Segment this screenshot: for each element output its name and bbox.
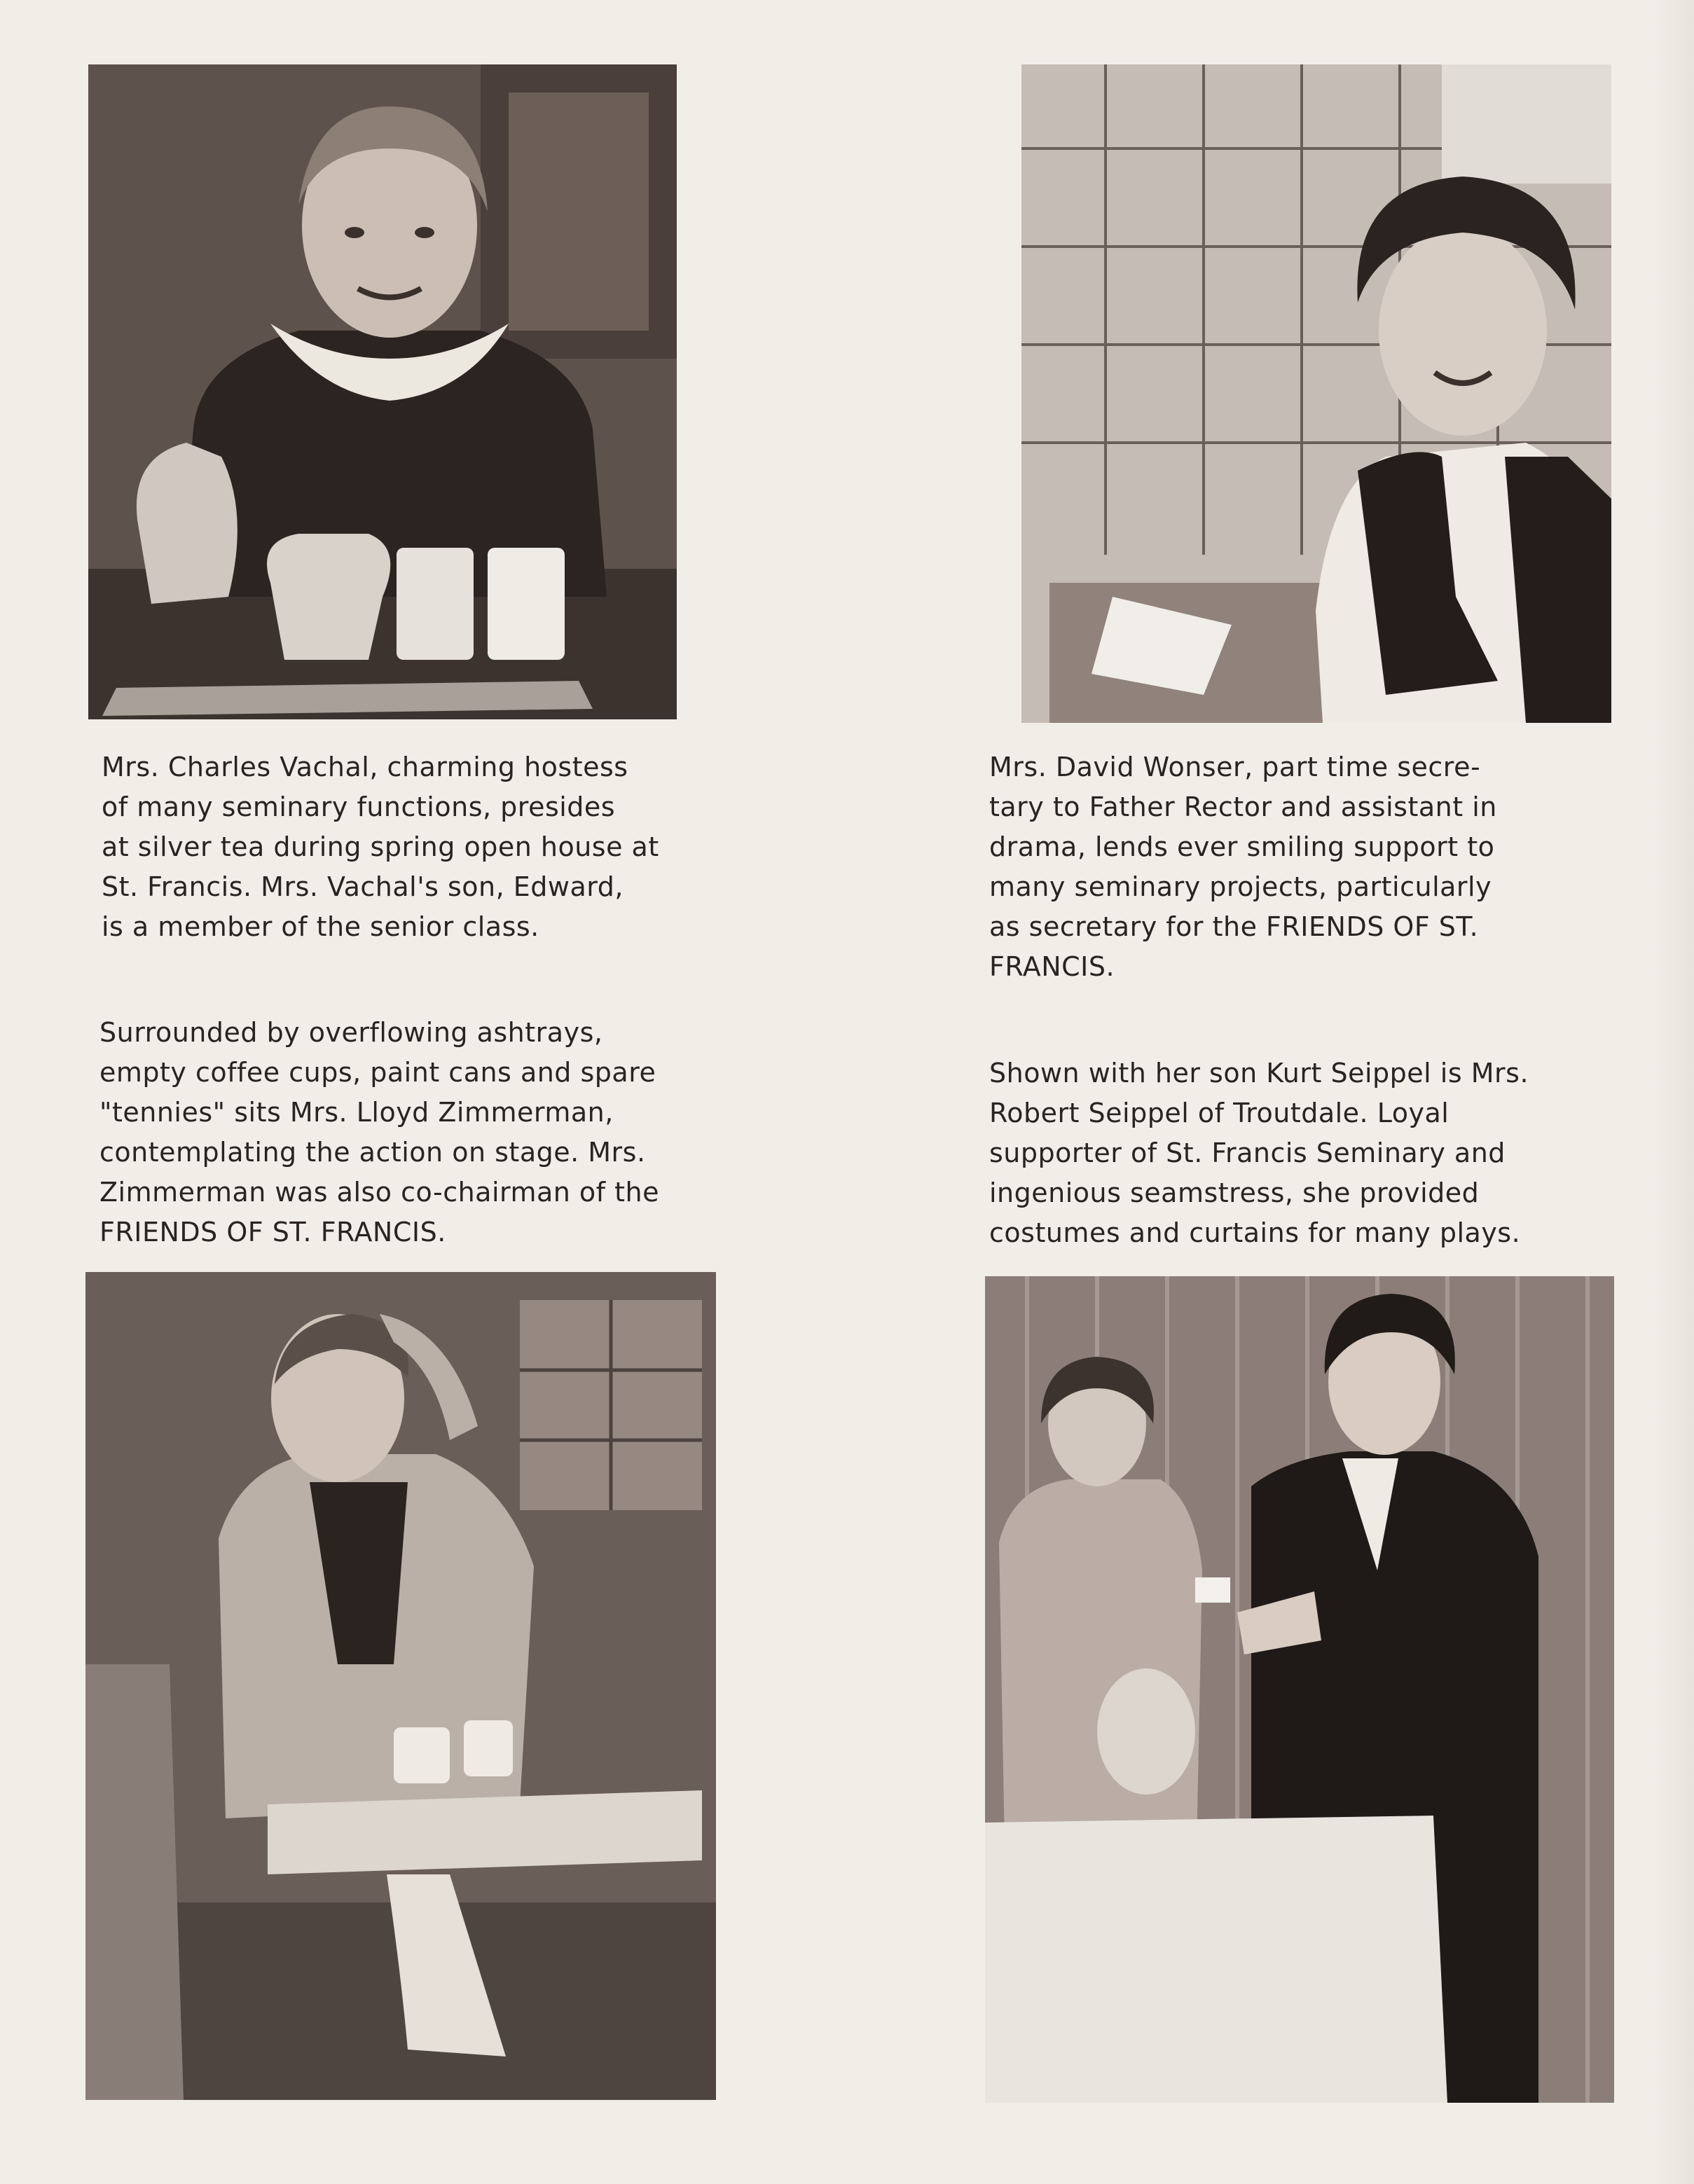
caption-line: drama, lends ever smiling support to bbox=[989, 831, 1495, 862]
caption-line: St. Francis. Mrs. Vachal's son, Edward, bbox=[102, 871, 624, 902]
photo-vachal bbox=[88, 64, 677, 719]
caption-line: ingenious seamstress, she provided bbox=[989, 1177, 1480, 1208]
caption-line: contemplating the action on stage. Mrs. bbox=[99, 1137, 646, 1168]
photo-seippel bbox=[985, 1276, 1614, 2103]
caption-line: Surrounded by overflowing ashtrays, bbox=[99, 1017, 603, 1048]
caption-line: costumes and curtains for many plays. bbox=[989, 1217, 1521, 1248]
caption-line: is a member of the senior class. bbox=[102, 911, 539, 942]
caption-line: Mrs. David Wonser, part time secre- bbox=[989, 752, 1481, 782]
caption-line: tary to Father Rector and assistant in bbox=[989, 792, 1497, 822]
page-edge-shadow bbox=[1652, 0, 1694, 2184]
photo-zimmerman bbox=[85, 1272, 716, 2100]
caption-line: Robert Seippel of Troutdale. Loyal bbox=[989, 1098, 1449, 1128]
caption-line: supporter of St. Francis Seminary and bbox=[989, 1138, 1506, 1168]
caption-zimmerman bbox=[99, 1013, 659, 1252]
caption-line: FRIENDS OF ST. FRANCIS. bbox=[99, 1217, 446, 1247]
caption-line: Zimmerman was also co-chairman of the bbox=[99, 1177, 660, 1208]
caption-line: many seminary projects, particularly bbox=[989, 871, 1492, 902]
caption-line: Shown with her son Kurt Seippel is Mrs. bbox=[989, 1058, 1529, 1088]
caption-wonser bbox=[989, 747, 1497, 987]
caption-line: Mrs. Charles Vachal, charming hostess bbox=[102, 752, 628, 782]
photo-wonser bbox=[1021, 64, 1611, 723]
caption-line: "tennies" sits Mrs. Lloyd Zimmerman, bbox=[99, 1097, 614, 1128]
caption-line: FRANCIS. bbox=[989, 951, 1115, 982]
caption-seippel bbox=[989, 1053, 1529, 1253]
caption-vachal bbox=[102, 747, 659, 947]
caption-line: of many seminary functions, presides bbox=[102, 792, 616, 822]
caption-line: empty coffee cups, paint cans and spare bbox=[99, 1057, 656, 1088]
caption-line: as secretary for the FRIENDS OF ST. bbox=[989, 911, 1479, 942]
caption-line: at silver tea during spring open house at bbox=[102, 831, 659, 862]
